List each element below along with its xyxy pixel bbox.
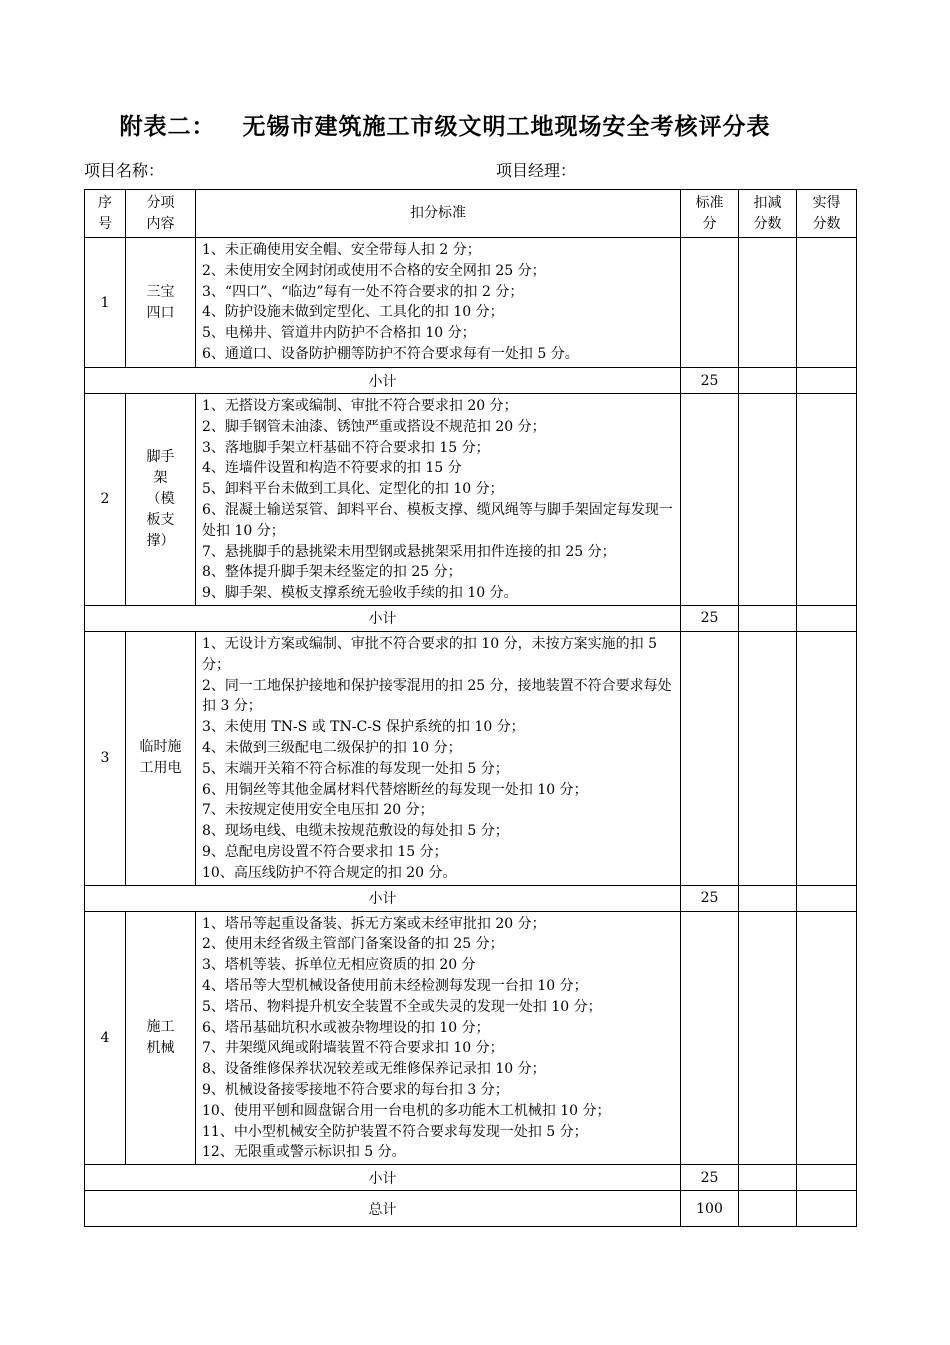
subtotal-deducted-cell[interactable]: [739, 1165, 797, 1191]
subtotal-actual-cell[interactable]: [797, 605, 857, 631]
score-table: [84, 189, 857, 1227]
criteria-item: 1、无设计方案或编制、审批不符合要求的扣 10 分，未按方案实施的扣 5 分；: [202, 635, 657, 673]
criteria-item: 7、未按规定使用安全电压扣 20 分；: [202, 802, 434, 819]
total-deducted-cell[interactable]: [739, 1191, 797, 1227]
project-name-label: 项目名称：: [84, 161, 165, 180]
criteria-item: 2、同一工地保护接地和保护接零混用的扣 25 分，接地装置不符合要求每处扣 3 分；: [202, 677, 672, 715]
criteria-item: 3、落地脚手架立杆基础不符合要求扣 15 分；: [202, 439, 490, 456]
criteria-item: 8、设备维修保养状况较差或无维修保养记录扣 10 分；: [202, 1061, 546, 1078]
subtotal-standard-score: 25: [681, 368, 739, 394]
section-category: 临时施工用电: [126, 631, 196, 885]
form-title: 附表二： 无锡市建筑施工市级文明工地现场安全考核评分表: [119, 114, 771, 140]
criteria-item: 2、未使用安全网封闭或使用不合格的安全网扣 25 分；: [202, 262, 546, 279]
standard-score-cell: [681, 911, 739, 1165]
total-standard-score: 100: [681, 1191, 739, 1227]
actual-score-cell[interactable]: [797, 394, 857, 606]
criteria-item: 9、脚手架、模板支撑系统无验收手续的扣 10 分。: [202, 585, 518, 602]
header-standard-score: 标准分: [681, 190, 739, 238]
header-criteria: 扣分标准: [196, 190, 681, 238]
total-row: [85, 1191, 857, 1227]
criteria-item: 1、未正确使用安全帽、安全带每人扣 2 分；: [202, 242, 481, 258]
criteria-item: 5、卸料平台未做到工具化、定型化的扣 10 分；: [202, 481, 504, 498]
criteria-item: 9、总配电房设置不符合要求扣 15 分；: [202, 843, 448, 860]
criteria-item: 2、脚手钢管未油漆、锈蚀严重或搭设不规范扣 20 分；: [202, 418, 546, 435]
subtotal-label: 小计: [85, 368, 681, 394]
criteria-item: 4、塔吊等大型机械设备使用前未经检测每发现一台扣 10 分；: [202, 977, 588, 994]
subtotal-row: [85, 368, 857, 394]
section-row: [85, 631, 857, 885]
criteria-item: 5、末端开关箱不符合标准的每发现一处扣 5 分；: [202, 760, 509, 777]
criteria-item: 3、未使用 TN-S 或 TN-C-S 保护系统的扣 10 分；: [202, 719, 525, 736]
criteria-item: 6、塔吊基础坑积水或被杂物埋设的扣 10 分；: [202, 1019, 490, 1036]
total-label: 总计: [85, 1191, 681, 1227]
criteria-item: 4、连墙件设置和构造不符要求的扣 15 分: [202, 460, 462, 477]
header-seq: 序号: [85, 190, 126, 238]
subtotal-label: 小计: [85, 1165, 681, 1191]
actual-score-cell[interactable]: [797, 238, 857, 368]
criteria-item: 9、机械设备接零接地不符合要求的每台扣 3 分；: [202, 1081, 509, 1098]
criteria-item: 5、电梯井、管道井内防护不合格扣 10 分；: [202, 325, 476, 342]
criteria-item: 8、整体提升脚手架未经鉴定的扣 25 分；: [202, 564, 462, 581]
subtotal-deducted-cell[interactable]: [739, 605, 797, 631]
criteria-item: 7、井架缆风绳或附墙装置不符合要求扣 10 分；: [202, 1040, 504, 1057]
standard-score-cell: [681, 394, 739, 606]
header-row: [85, 190, 857, 238]
criteria-item: 11、中小型机械安全防护装置不符合要求每发现一处扣 5 分；: [202, 1123, 588, 1140]
header-actual-score: 实得分数: [797, 190, 857, 238]
section-criteria: [196, 394, 681, 606]
section-category: 三宝四口: [126, 238, 196, 368]
deducted-score-cell[interactable]: [739, 238, 797, 368]
project-manager-label: 项目经理：: [496, 161, 577, 180]
section-criteria: [196, 911, 681, 1165]
subtotal-standard-score: 25: [681, 885, 739, 911]
deducted-score-cell[interactable]: [739, 394, 797, 606]
standard-score-cell: [681, 238, 739, 368]
criteria-item: 6、通道口、设备防护棚等防护不符合要求每有一处扣 5 分。: [202, 345, 579, 362]
criteria-item: 1、塔吊等起重设备装、拆无方案或未经审批扣 20 分；: [202, 915, 546, 932]
section-category: 施工机械: [126, 911, 196, 1165]
subtotal-row: [85, 605, 857, 631]
deducted-score-cell[interactable]: [739, 631, 797, 885]
subtotal-row: [85, 885, 857, 911]
criteria-item: 6、混凝土输送泵管、卸料平台、模板支撑、缆风绳等与脚手架固定每发现一处扣 10 分；: [202, 501, 673, 539]
criteria-item: 7、悬挑脚手的悬挑梁未用型钢或悬挑架采用扣件连接的扣 25 分；: [202, 543, 616, 560]
section-seq: 3: [85, 631, 126, 885]
subtotal-deducted-cell[interactable]: [739, 885, 797, 911]
standard-score-cell: [681, 631, 739, 885]
criteria-item: 1、无搭设方案或编制、审批不符合要求扣 20 分；: [202, 398, 518, 414]
criteria-item: 4、未做到三级配电二级保护的扣 10 分；: [202, 739, 462, 756]
section-row: [85, 394, 857, 606]
criteria-item: 10、高压线防护不符合规定的扣 20 分。: [202, 864, 457, 881]
criteria-item: 4、防护设施未做到定型化、工具化的扣 10 分；: [202, 304, 504, 321]
section-category: 脚手架（模板支撑）: [126, 394, 196, 606]
subtotal-actual-cell[interactable]: [797, 1165, 857, 1191]
section-seq: 1: [85, 238, 126, 368]
section-row: [85, 911, 857, 1165]
subtotal-label: 小计: [85, 605, 681, 631]
header-category: 分项内容: [126, 190, 196, 238]
section-criteria: [196, 238, 681, 368]
deducted-score-cell[interactable]: [739, 911, 797, 1165]
criteria-item: 12、无限重或警示标识扣 5 分。: [202, 1144, 406, 1161]
actual-score-cell[interactable]: [797, 911, 857, 1165]
subtotal-row: [85, 1165, 857, 1191]
criteria-item: 3、“四口”、“临边”每有一处不符合要求的扣 2 分；: [202, 283, 524, 300]
subtotal-label: 小计: [85, 885, 681, 911]
criteria-item: 10、使用平刨和圆盘锯合用一台电机的多功能木工机械扣 10 分；: [202, 1102, 611, 1119]
section-criteria: [196, 631, 681, 885]
subtotal-deducted-cell[interactable]: [739, 368, 797, 394]
actual-score-cell[interactable]: [797, 631, 857, 885]
section-row: [85, 238, 857, 368]
subtotal-standard-score: 25: [681, 1165, 739, 1191]
section-seq: 2: [85, 394, 126, 606]
header-deducted-score: 扣减分数: [739, 190, 797, 238]
criteria-item: 2、使用未经省级主管部门备案设备的扣 25 分；: [202, 936, 504, 953]
criteria-item: 8、现场电线、电缆未按规范敷设的每处扣 5 分；: [202, 823, 509, 840]
total-actual-cell[interactable]: [797, 1191, 857, 1227]
criteria-item: 5、塔吊、物料提升机安全装置不全或失灵的发现一处扣 10 分；: [202, 998, 602, 1015]
criteria-item: 6、用铜丝等其他金属材料代替熔断丝的每发现一处扣 10 分；: [202, 781, 588, 798]
subtotal-actual-cell[interactable]: [797, 885, 857, 911]
criteria-item: 3、塔机等装、拆单位无相应资质的扣 20 分: [202, 957, 476, 974]
section-seq: 4: [85, 911, 126, 1165]
subtotal-standard-score: 25: [681, 605, 739, 631]
subtotal-actual-cell[interactable]: [797, 368, 857, 394]
